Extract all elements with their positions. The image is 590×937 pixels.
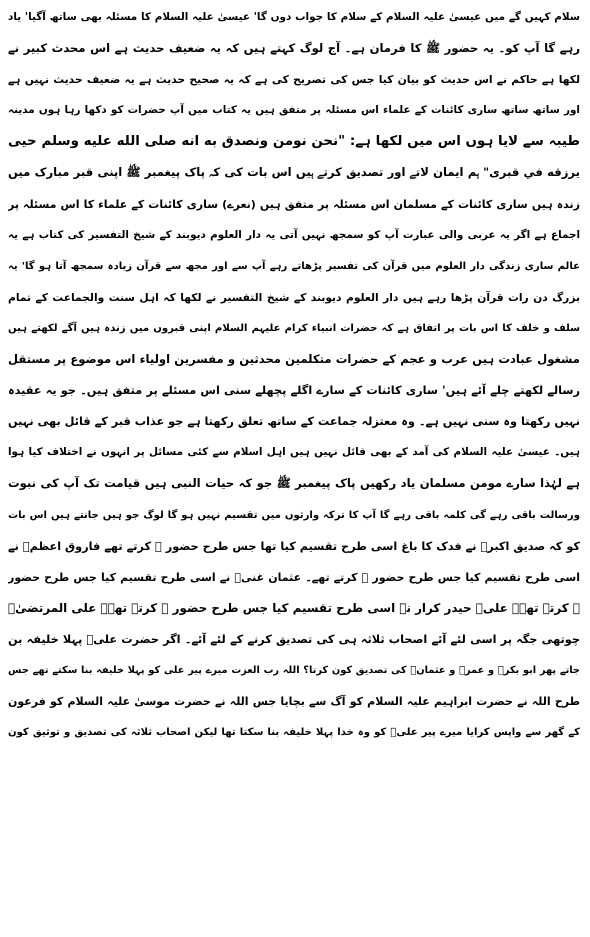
text-line: ورسالت باقی رہے گی کلمہ باقی رہے گا آپ کا ترکہ وارثوں میں تقسیم نہیں ہو گا لوگ جو ہیں جانتے ہیں اس بات (8, 509, 580, 521)
text-line: اور ساتھ ساتھ ساری کائنات کے علماء اس مسئلہ پر متفق ہیں یہ کتاب میں آپ حضرات کو دکھا رہا ہوں مدینہ (8, 104, 580, 117)
text-line: کے گھر سے واپس کرایا میرے پیر علیؓ کو وہ خدا پہلا خلیفہ بنا سکتا تھا لیکن اصحاب ثلاثہ کی تصدیق و توثیق کون (8, 727, 580, 739)
text-line: کو کہ صدیق اکبرؓ نے فدک کا باغ اسی طرح تقسیم کیا تھا جس طرح حضور ﷺ کرتے تھے فاروق اعظمؓ نے (8, 539, 580, 553)
text-line: بزرگ دن رات قرآن پڑھا رہے ہیں دار العلوم دیوبند کے شیخ التفسیر نے لکھا کہ اہل سنت والجماعت کے تمام (8, 290, 580, 304)
text-line: عالم ساری زندگی دار العلوم میں قرآن کی تفسیر پڑھاتے رہے آپ سے اور مجھ سے قرآن زیادہ سمجھ آتا ہو گا' یہ (8, 260, 580, 272)
text-line: نہیں رکھتا وہ سنی نہیں ہے۔ وہ معتزلہ جماعت کے ساتھ تعلق رکھتا ہے جو عذاب قبر کے قائل بھی نہیں (8, 415, 580, 429)
text-line: طرح اللہ نے حضرت ابراہیم علیہ السلام کو آگ سے بچایا جس اللہ نے حضرت موسیٰ علیہ السلام کو فرعون (8, 695, 580, 709)
text-line: اسی طرح تقسیم کیا جس طرح حضور ﷺ کرتے تھے۔ عثمان غنیؓ نے اسی طرح تقسیم کیا جس طرح حضور (8, 570, 580, 584)
text-line: ﷺ کرتے تھے۔ علیؓ حیدر کرار نے اسی طرح تقسیم کیا جس طرح حضور ﷺ کرتے تھے۔ علی المرتضیٰؓ (8, 600, 580, 615)
text-line: لکھا ہے حاکم نے اس حدیث کو بیان کیا جس کی تصریح کی ہے کہ یہ صحیح حدیث ہے یہ ضعیف حدیث نہیں ہے (8, 73, 580, 87)
text-line: ہیں۔ عیسیٰ علیہ السلام کی آمد کے بھی قائل نہیں ہیں اہل اسلام سے کئی مسائل پر انہوں نے اختلاف کیا ہوا (8, 446, 580, 459)
text-line: رہے گا آپ کو۔ یہ حضور ﷺ کا فرمان ہے۔ آج لوگ کہتے ہیں کہ یہ ضعیف حدیث ہے اس محدث کبیر نے (8, 41, 580, 56)
text-line: سلام کہیں گے میں عیسیٰ علیہ السلام کے سلام کا جواب دوں گا' عیسیٰ علیہ السلام کا مسئلہ بھی ساتھ آگیا' یاد (8, 11, 580, 23)
text-line: ہے لہٰذا سارے مومن مسلمان یاد رکھیں پاک پیغمبر ﷺ جو کہ حیات النبی ہیں قیامت تک آپ کی نبوت (8, 476, 580, 491)
text-line: جاتے پھر ابو بکرؓ و عمرؓ و عثمانؓ کی تصدیق کون کرتا؟ اللہ رب العزت میرے پیر علی کو پہلا خلیفہ بنا سکتے تھے جس (8, 664, 580, 676)
text-line: يرزقه في قبرى" ہم ایمان لاتے اور تصدیق کرتے ہیں اس بات کی کہ پاک پیغمبر ﷺ اپنی قبر مبارک میں (8, 165, 580, 180)
text-line: چوتھی جگہ پر اسی لئے آئے اصحاب ثلاثہ ہی کی تصدیق کرنے کے لئے آئے۔ اگر حضرت علیؓ پہلا خلیفہ بن (8, 632, 580, 646)
text-line: مشغول عبادت ہیں عرب و عجم کے حضرات متکلمین محدثین و مفسرین اولیاء اس موضوع پر مستقل (8, 352, 580, 367)
text-line: طیبہ سے لایا ہوں اس میں لکھا ہے: "نحن نومن ونصدق به انه صلى الله عليه وسلم حيى (8, 134, 580, 150)
text-line: رسالے لکھتے چلے آئے ہیں' ساری کائنات کے سارے اگلے پچھلے سنی اس مسئلے پر متفق ہیں۔ جو یہ عقیدہ (8, 384, 580, 398)
text-line: سلف و خلف کا اس بات پر اتفاق ہے کہ حضرات انبیاء کرام علیہم السلام اپنی قبروں میں زندہ ہیں آگے لکھتے ہیں (8, 322, 580, 334)
text-line: اجماع ہے اگر یہ عربی والی عبارت آپ کو سمجھ نہیں آتی یہ دار العلوم دیوبند کے شیخ التفسیر کی کتاب ہے یہ (8, 228, 580, 241)
text-line: زندہ ہیں ساری کائنات کے مسلمان اس مسئلہ پر متفق ہیں (نعرے) ساری کائنات کے علماء کا اس مسئلہ پر (8, 197, 580, 211)
